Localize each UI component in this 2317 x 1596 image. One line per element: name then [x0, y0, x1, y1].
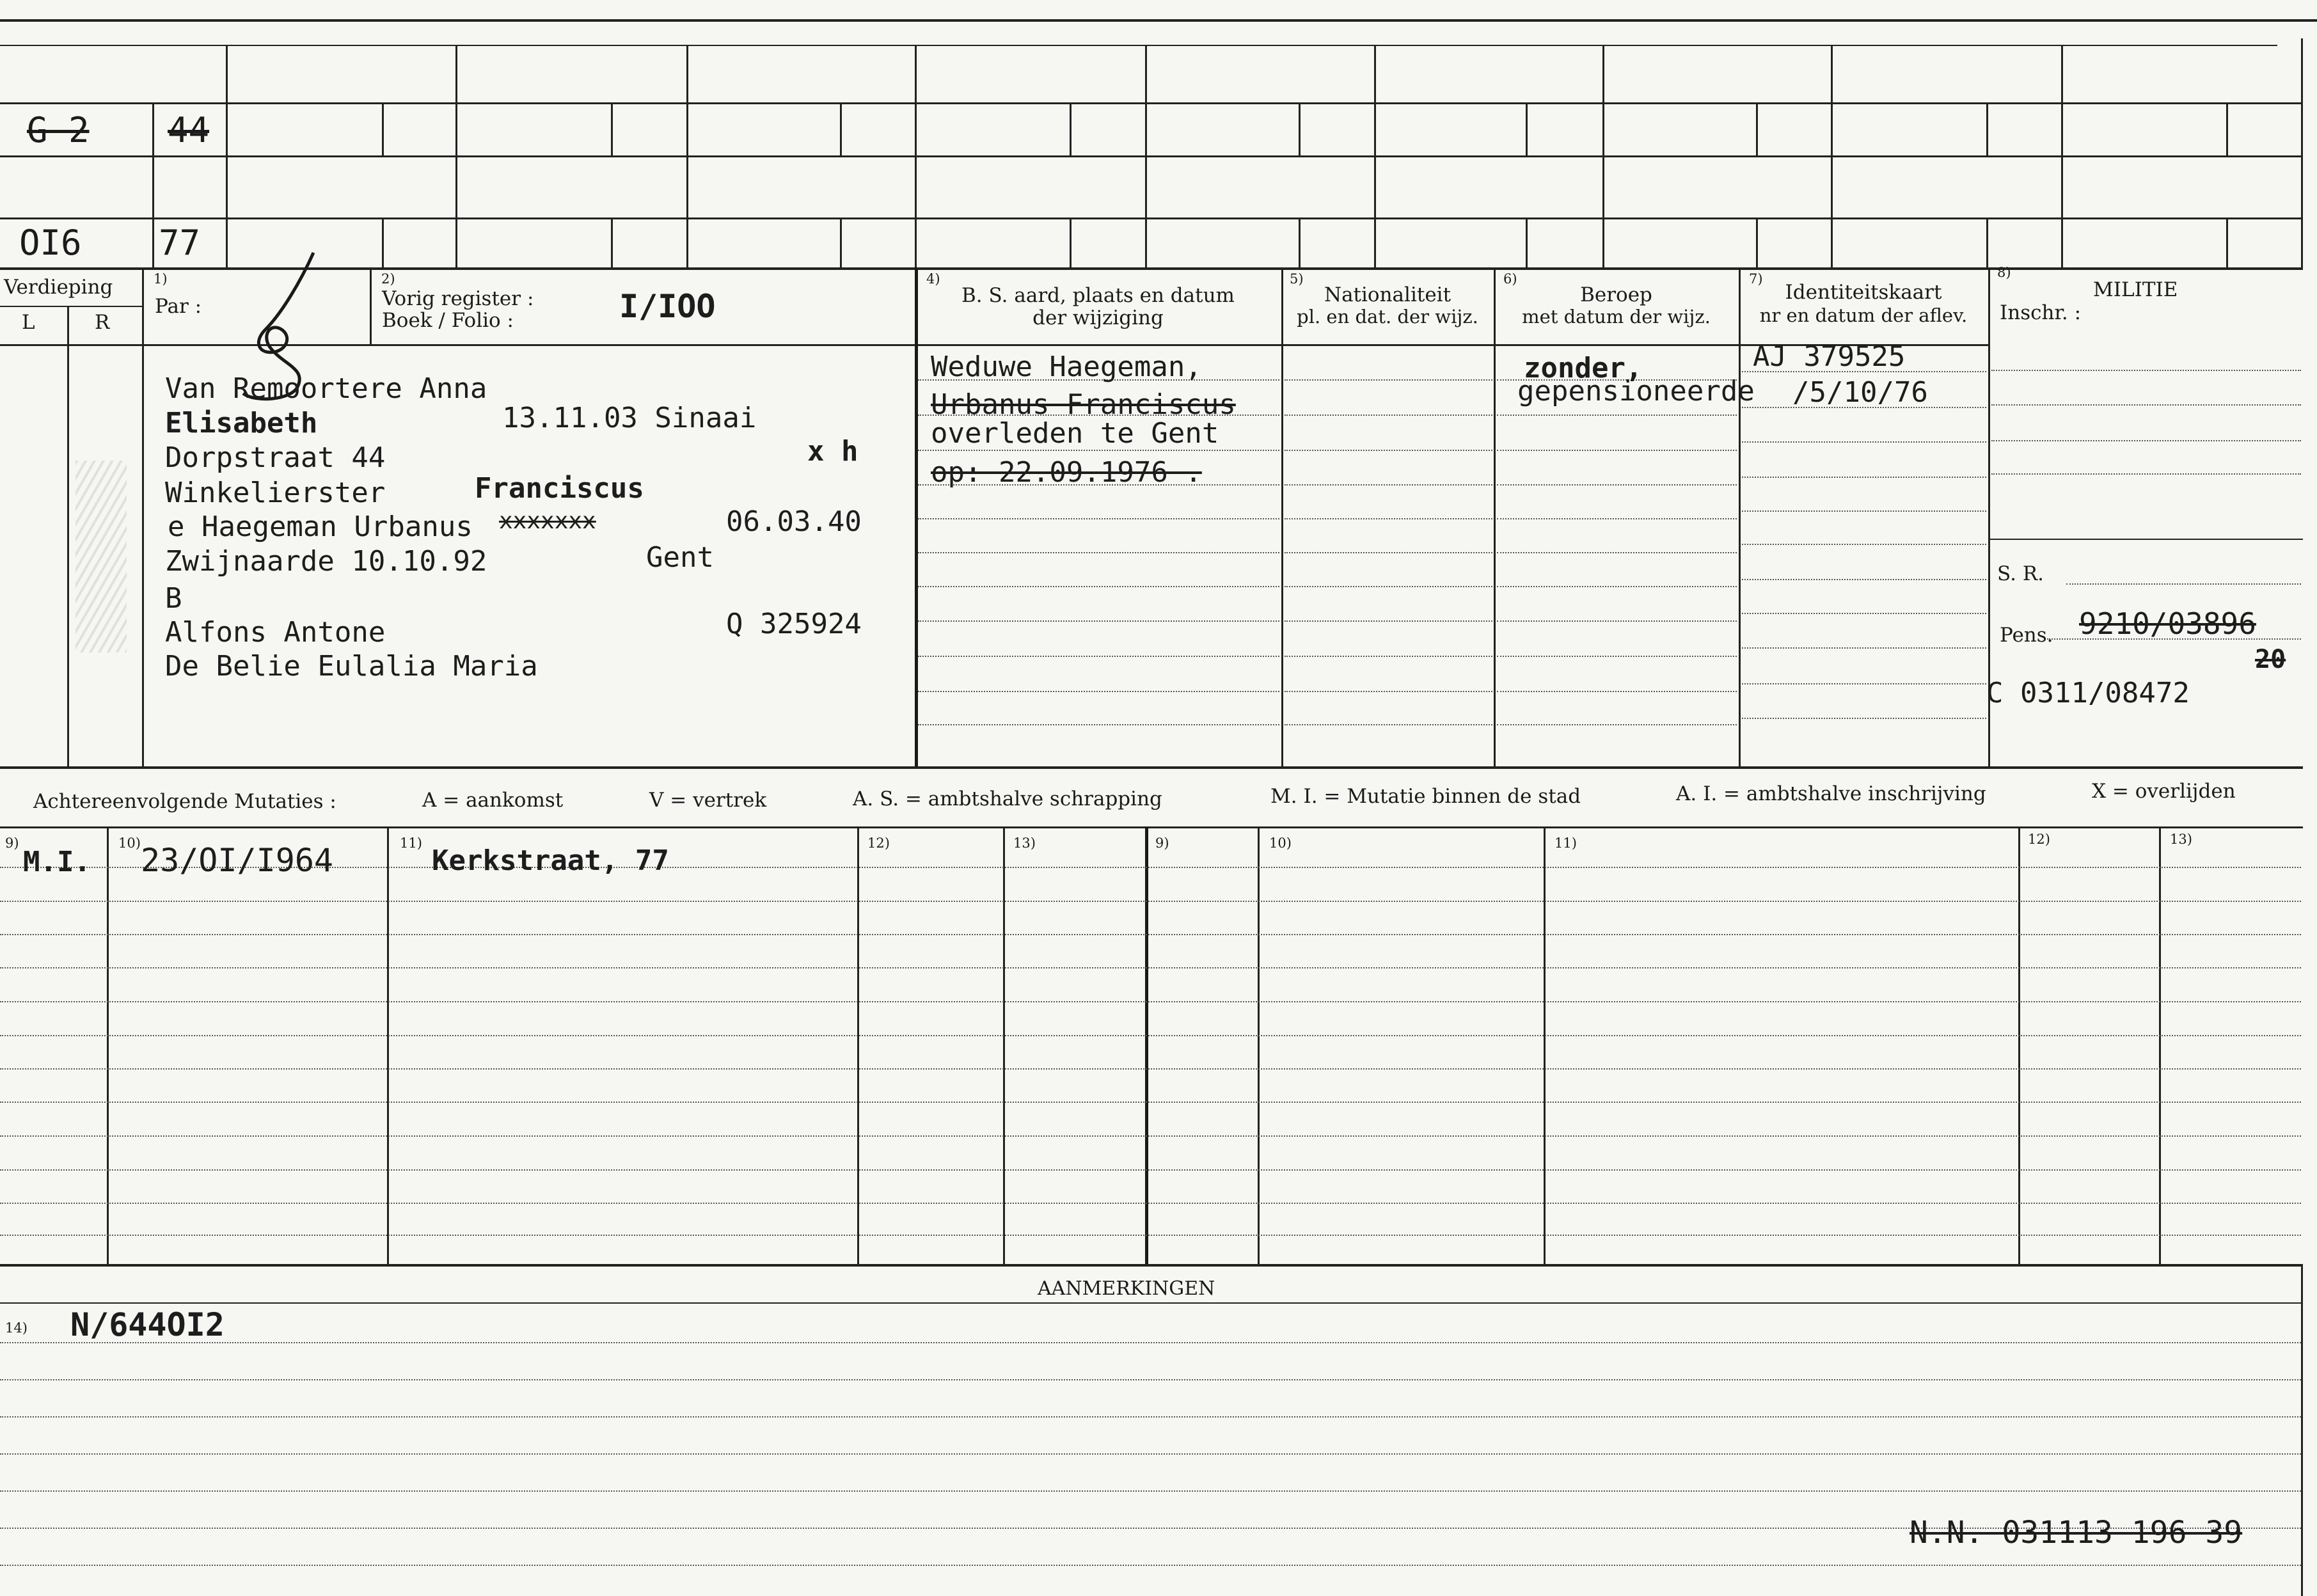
mut-number-12: 12) — [867, 835, 890, 851]
person-father: Alfons Antone — [165, 616, 386, 649]
vorig-register-label: Vorig register : — [382, 287, 534, 310]
field-number-1: 1) — [154, 271, 168, 287]
beroep-header-line1: Beroep — [1580, 283, 1652, 306]
person-spouse-name-extra: Franciscus — [475, 472, 644, 505]
l-label: L — [22, 311, 35, 334]
remarks-number: 14) — [5, 1320, 28, 1336]
pens-suffix: 20 — [2255, 645, 2286, 674]
nationaliteit-header-line2: pl. en dat. der wijz. — [1297, 306, 1478, 328]
mut-number-10: 10) — [118, 835, 141, 851]
beroep-line-2: gepensioneerde — [1517, 375, 1755, 407]
sr-label: S. R. — [1997, 562, 2044, 585]
mut-number-13: 13) — [1013, 835, 1036, 851]
person-spouse-birth: Zwijnaarde 10.10.92 — [165, 545, 487, 578]
bs-line-4: op: 22.09.1976 . — [931, 456, 1202, 489]
verdieping-label: Verdieping — [4, 276, 113, 299]
mut-number-9b: 9) — [1155, 835, 1169, 851]
pens-label: Pens. — [2000, 624, 2053, 647]
legend-mi: M. I. = Mutatie binnen de stad — [1270, 785, 1581, 808]
mut-number-13b: 13) — [2170, 832, 2192, 847]
mut-number-9: 9) — [5, 835, 19, 851]
person-birth: 13.11.03 Sinaai — [502, 402, 757, 434]
field-number-6: 6) — [1503, 271, 1517, 287]
bs-line-1: Weduwe Haegeman, — [931, 351, 1202, 383]
code-row2-a: OI6 — [19, 223, 82, 263]
field-number-7: 7) — [1749, 271, 1763, 287]
person-occupation: Winkelierster — [165, 477, 386, 509]
militie-label: MILITIE — [2093, 278, 2178, 301]
mut-number-12b: 12) — [2028, 832, 2050, 847]
mut-number-11: 11) — [400, 835, 422, 851]
nationaliteit-header-line1: Nationaliteit — [1324, 283, 1451, 306]
boek-folio-label: Boek / Folio : — [382, 309, 514, 332]
bs-header-line1: B. S. aard, plaats en datum — [961, 284, 1235, 307]
legend-title: Achtereenvolgende Mutaties : — [33, 790, 336, 813]
par-label: Par : — [155, 295, 202, 318]
person-mother: De Belie Eulalia Maria — [165, 650, 538, 683]
beroep-line-1: zonder, — [1524, 352, 1643, 384]
idcard-date: /5/10/76 — [1792, 376, 1928, 409]
remarks-title: AANMERKINGEN — [1038, 1277, 1215, 1300]
code-row1-a: G 2 — [27, 110, 90, 150]
inschr-label: Inschr. : — [2000, 301, 2082, 324]
code-row2-b: 77 — [159, 223, 201, 263]
beroep-header-line2: met datum der wijz. — [1522, 306, 1711, 328]
legend-a: A = aankomst — [422, 789, 564, 812]
person-spouse-date: 06.03.40 — [726, 505, 862, 538]
mutation-code: M.I. — [23, 846, 91, 878]
person-spouse-birthplace: Gent — [646, 541, 714, 574]
militie-c-value: C 0311/08472 — [1986, 677, 2190, 709]
bs-line-3: overleden te Gent — [931, 417, 1219, 450]
mutation-date: 23/OI/I964 — [141, 842, 334, 879]
mut-number-10b: 10) — [1269, 835, 1292, 851]
person-line-b: B — [165, 582, 182, 615]
bs-header-line2: der wijziging — [1032, 306, 1164, 329]
person-id-number: Q 325924 — [726, 608, 862, 640]
legend-x: X = overlijden — [2092, 780, 2236, 803]
field-number-4: 4) — [926, 271, 940, 287]
stamp-smudge — [75, 461, 127, 652]
person-mark: x h — [807, 435, 858, 468]
mutation-address: Kerkstraat, 77 — [432, 844, 669, 877]
idcard-number: AJ 379525 — [1753, 340, 1906, 373]
national-number: N.N. 031113 196 39 — [1910, 1515, 2243, 1551]
pens-value: 9210/03896 — [2079, 606, 2256, 641]
legend-v: V = vertrek — [649, 789, 767, 812]
person-spouse: e Haegeman Urbanus — [168, 510, 473, 543]
field-number-5: 5) — [1290, 271, 1304, 287]
field-number-2: 2) — [381, 271, 395, 287]
code-row1-b: 44 — [168, 110, 210, 150]
remarks-value: N/644OI2 — [70, 1306, 225, 1343]
mut-number-11b: 11) — [1554, 835, 1577, 851]
register-value: I/IOO — [619, 288, 716, 325]
id-header-line1: Identiteitskaart — [1785, 281, 1942, 304]
id-header-line2: nr en datum der aflev. — [1759, 304, 1968, 326]
legend-ai: A. I. = ambtshalve inschrijving — [1676, 782, 1986, 805]
field-number-8: 8) — [1997, 265, 2011, 280]
person-name: Van Remoortere Anna — [165, 372, 487, 405]
r-label: R — [95, 311, 110, 334]
person-given-names: Elisabeth — [165, 407, 318, 439]
legend-as: A. S. = ambtshalve schrapping — [853, 787, 1162, 810]
person-spouse-struck: xxxxxxx — [499, 508, 596, 534]
person-address: Dorpstraat 44 — [165, 441, 386, 474]
bs-line-2: Urbanus Franciscus — [931, 388, 1236, 421]
